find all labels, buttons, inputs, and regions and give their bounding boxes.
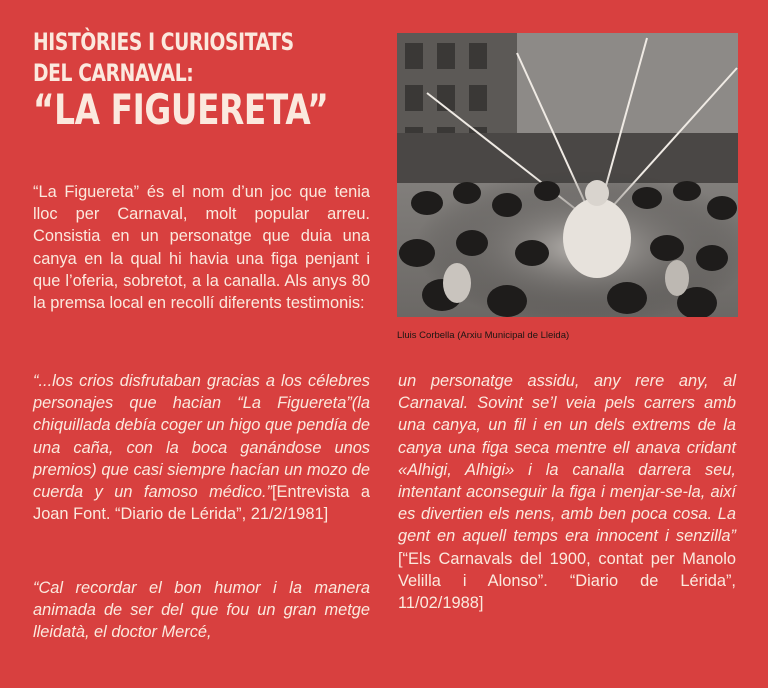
quote-velilla-start <box>33 577 370 644</box>
historic-carnival-photo <box>397 33 738 317</box>
title-line-1: HISTÒRIES I CURIOSITATS <box>33 28 294 56</box>
quote-font-text: “...los crios disfrutaban gracias a los célebres personajes que hacian “La Figuereta”(la chiquillada debía coger un higo que pendía de una caña, con la boca ganándose unos premios) que casi siempre hacían un mozo de cuerda y un famoso médico.” <box>33 372 370 502</box>
title-line-2: DEL CARNAVAL: <box>33 59 194 87</box>
photo-caption: Lluis Corbella (Arxiu Municipal de Lleida) <box>397 330 570 341</box>
main-title: “LA FIGUERETA” <box>33 85 329 134</box>
title-block <box>33 28 363 134</box>
quote-velilla-text-end: un personatge assidu, any rere any, al Carnaval. Sovint se’l veia pels carrers amb una canya, un fil i en un dels extrems de la canya una figa seca mentre ell anava cridant «Alhigi, Alhigi» i la canalla darrera seu, intentant aconseguir la figa i menjar-se-la, així es divertien els nens, amb ben poca cosa. La gent en aquell temps era innocent i senzilla” <box>398 372 736 546</box>
quote-velilla-continued <box>398 370 736 614</box>
quote-velilla-text-start: “Cal recordar el bon humor i la manera animada de ser del que fou un gran metge lleidatà, el doctor Mercé, <box>33 579 370 642</box>
intro-paragraph: “La Figuereta” és el nom d’un joc que tenia lloc per Carnaval, molt popular arreu. Consistia en un personatge que duia una canya en la qual hi havia una figa penjant i que l’oferia, sobretot, a la canalla. Als anys 80 la premsa local en recollí diferents testimonis: <box>33 183 370 313</box>
photo-illustration <box>397 33 738 317</box>
quote-font-1981 <box>33 370 370 525</box>
quote-font-source: [Entrevista a Joan Font. “Diario de Lérida”, 21/2/1981] <box>33 483 370 524</box>
quote-velilla-source: [“Els Carnavals del 1900, contat per Manolo Velilla i Alonso”. “Diario de Lérida”, 11/02/1988] <box>398 549 736 613</box>
